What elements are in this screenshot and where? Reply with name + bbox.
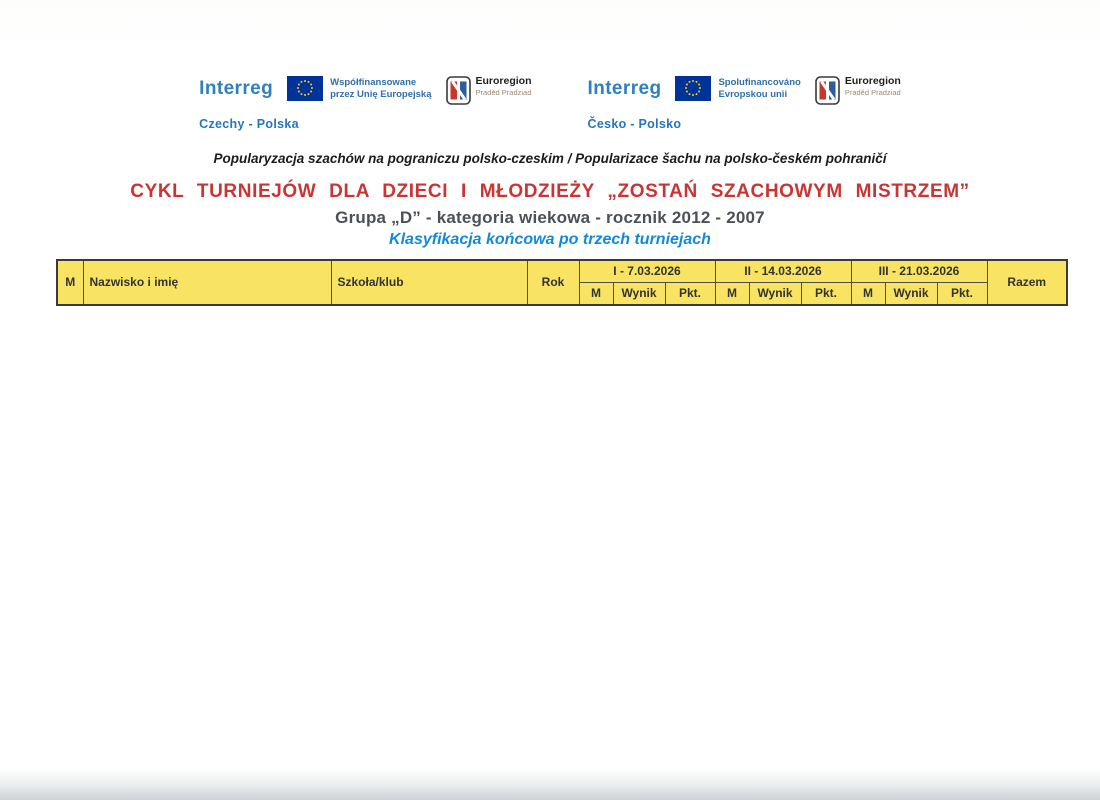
- interreg-logo: Interreg: [587, 78, 662, 99]
- logo-group-czech: [588, 76, 901, 131]
- euroregion-name: Euroregion: [475, 75, 532, 87]
- program-label-cesko-polsko: Česko - Polsko: [587, 117, 682, 131]
- logo-strip: [0, 0, 1100, 131]
- eu-flag-icon: [287, 76, 323, 101]
- col-header-club: Szkoła/klub: [331, 260, 527, 305]
- sub-header-place: M: [579, 283, 613, 306]
- sub-header-score: Wynik: [885, 283, 937, 306]
- classification-subtitle: Klasyfikacja końcowa po trzech turniejach: [389, 231, 711, 248]
- sub-header-score: Wynik: [613, 283, 665, 306]
- eu-funding-line2: przez Unię Europejską: [330, 88, 432, 100]
- results-table: [56, 259, 1068, 306]
- euroregion-badge-icon: [815, 76, 840, 105]
- sub-header-points: Pkt.: [937, 283, 987, 306]
- eu-flag-icon: [675, 76, 711, 101]
- logo-group-poland: [199, 76, 531, 131]
- program-label-czechy-polska: Czechy - Polska: [199, 117, 299, 131]
- col-header-rank: M: [57, 260, 83, 305]
- eu-funding-line1: Współfinansowane: [330, 77, 417, 88]
- col-header-tournament-2: II - 14.03.2026: [715, 260, 851, 283]
- table-header: [57, 260, 1067, 305]
- sub-header-points: Pkt.: [801, 283, 851, 306]
- euroregion-subname: Praděd Pradziad: [475, 87, 532, 97]
- euroregion-subname: Praděd Pradziad: [844, 87, 901, 97]
- euroregion-badge-icon: [446, 76, 471, 105]
- col-header-tournament-3: III - 21.03.2026: [851, 260, 987, 283]
- col-header-tournament-1: I - 7.03.2026: [579, 260, 715, 283]
- eu-funding-label: [330, 76, 431, 101]
- sub-header-place: M: [715, 283, 749, 306]
- col-header-total: Razem: [987, 260, 1067, 305]
- eu-funding-label: [718, 76, 800, 101]
- eu-funding-line2: Evropskou unii: [718, 88, 788, 100]
- page-title: CYKL TURNIEJÓW DLA DZIECI I MŁODZIEŻY „ZOSTAŃ SZACHOWYM MISTRZEM”: [130, 181, 970, 202]
- col-header-name: Nazwisko i imię: [83, 260, 331, 305]
- eu-funding-line1: Spolufinancováno: [718, 77, 801, 88]
- col-header-year: Rok: [527, 260, 579, 305]
- group-subtitle: Grupa „D” - kategoria wiekowa - rocznik 2012 - 2007: [335, 208, 765, 227]
- euroregion-label: [845, 76, 901, 97]
- euroregion-label: [476, 76, 532, 97]
- project-name-line: Popularyzacja szachów na pograniczu polsko-czeskim / Popularizace šachu na polsko-českém pohraničí: [213, 151, 887, 166]
- interreg-logo: Interreg: [199, 78, 274, 99]
- euroregion-name: Euroregion: [844, 75, 901, 87]
- sub-header-place: M: [851, 283, 885, 306]
- sub-header-score: Wynik: [749, 283, 801, 306]
- sub-header-points: Pkt.: [665, 283, 715, 306]
